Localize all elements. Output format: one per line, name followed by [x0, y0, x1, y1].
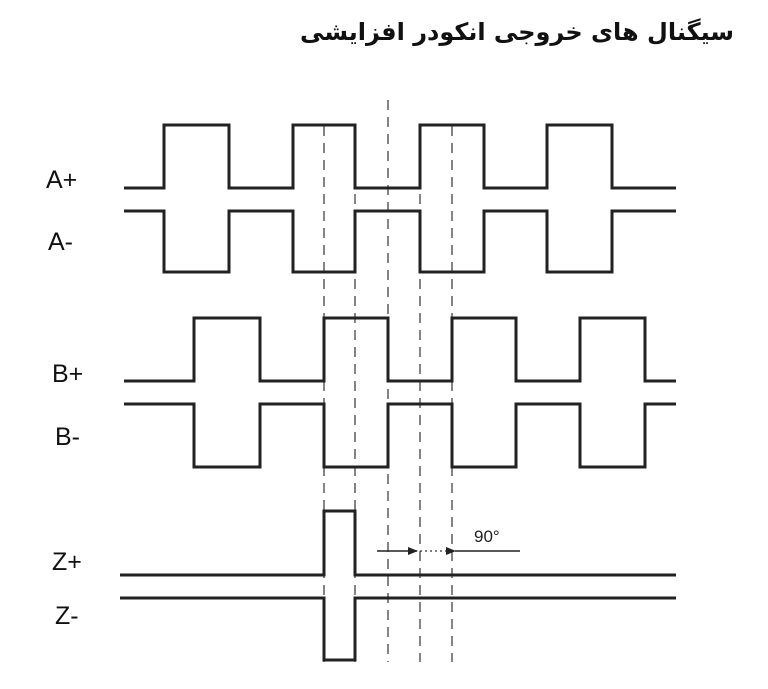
waveform-a-plus: [124, 125, 676, 188]
waveform-z-minus: [120, 598, 676, 660]
signal-label-z-minus: Z-: [55, 602, 79, 630]
phase-angle-label: 90°: [474, 527, 500, 546]
waveform-a-minus: [124, 211, 676, 272]
signal-label-a-plus: A+: [46, 166, 78, 194]
phase-annotation: [377, 527, 520, 551]
page-title: سیگنال های خروجی انکودر افزایشی: [300, 18, 734, 46]
waveform-b-minus: [124, 404, 676, 467]
waveform-b-plus: [124, 318, 676, 381]
signal-label-z-plus: Z+: [52, 548, 82, 576]
waveform-z-plus: [120, 511, 676, 575]
signal-label-b-minus: B-: [55, 423, 80, 451]
signal-label-a-minus: A-: [48, 228, 73, 256]
signal-label-b-plus: B+: [52, 360, 84, 388]
